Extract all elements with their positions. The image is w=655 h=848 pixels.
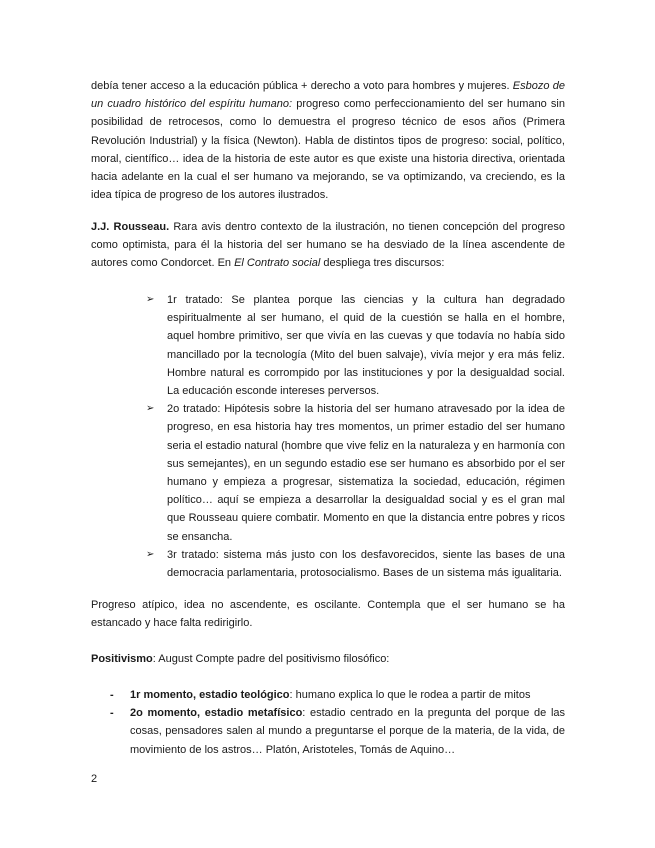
paragraph-atypical-progress: Progreso atípico, idea no ascendente, es oscilante. Contempla que el ser humano se ha estancado y hace falta redirigirlo. xyxy=(91,599,565,630)
arrow-bullet-icon: ➢ xyxy=(146,294,155,305)
list-item-text: 2o tratado: Hipótesis sobre la historia del ser humano atravesado por la idea de progreso, en esa historia hay tres momentos, un primer estadio del ser humano seria el estadio natural (hombre que vive feliz en la naturaleza y en harmonía con sus semejantes), en un segundo estadio ese ser humano es absorbido por el ser humano y empieza a progresar, sistematiza la sociedad, educación, régimen político… aquí se empieza a desarrollar la desigualdad social y es el gran mal que Rousseau quiere combatir. Momento en que la distancia entre pobres y ricos se ensancha. xyxy=(167,403,565,543)
paragraph-text: Rara avis dentro contexto de la ilustración, no tienen concepción del progreso como optimista, para él la historia del ser humano se ha desviado de la línea ascendente de autores como Condorcet. En xyxy=(91,221,565,270)
arrow-bullet-icon: ➢ xyxy=(146,403,155,415)
paragraph-positivismo xyxy=(91,650,565,668)
paragraph-text: despliega tres discursos: xyxy=(320,257,445,270)
page-number: 2 xyxy=(91,773,98,785)
list-item xyxy=(112,704,565,759)
book-title: Esbozo de un cuadro histórico del espíritu humano: xyxy=(91,80,565,111)
stage-title: 1r momento, estadio teológico xyxy=(130,689,290,701)
positivismo-stages-list xyxy=(112,686,565,759)
stage-title: 2o momento, estadio metafísico xyxy=(130,707,303,720)
dash-bullet-icon: - xyxy=(110,707,114,720)
book-title: El Contrato social xyxy=(234,257,321,270)
paragraph-rousseau xyxy=(91,218,565,273)
list-item-text: : humano explica lo que le rodea a partir de mitos xyxy=(289,689,531,701)
list-item xyxy=(146,291,565,400)
list-item-text: 3r tratado: sistema más justo con los desfavorecidos, siente las bases de una democracia parlamentaria, protosocialismo. Bases de un sistema más igualitaria. xyxy=(167,548,565,580)
list-item xyxy=(146,546,565,582)
dash-bullet-icon: - xyxy=(110,689,114,701)
section-heading-rousseau: J.J. Rousseau. xyxy=(91,221,170,233)
paragraph-text: : August Compte padre del positivismo filosófico: xyxy=(152,653,390,665)
paragraph-condorcet xyxy=(91,77,565,204)
list-item xyxy=(112,686,565,704)
list-item xyxy=(146,400,565,546)
arrow-bullet-icon: ➢ xyxy=(146,548,155,560)
paragraph-text: progreso como perfeccionamiento del ser humano sin posibilidad de retrocesos, como lo demuestra el progreso técnico de esos años (Primera Revolución Industrial) y la física (Newton). Habla de distintos tipos de progreso: social, político, moral, científico… idea de la historia de este autor es que existe una historia directiva, orientada hacia adelante en la cual el ser humano va mejorando, se va optimizando, va creciendo, es la idea típica de progreso de los autores ilustrados. xyxy=(91,98,565,202)
list-item-text: 1r tratado: Se plantea porque las ciencias y la cultura han degradado espiritualmente al ser humano, el quid de la cuestión se halla en el hombre, aquel hombre primitivo, ser que vivía en las cuevas y que todavía no había sido mancillado por la tecnología (Mito del buen salvaje), vivía mejor y era más feliz. Hombre natural es corrompido por las instituciones y por la desigualdad social. La educación esconde intereses perversos. xyxy=(167,294,565,398)
list-item-text: : estadio centrado en la pregunta del porque de las cosas, pensadores salen al mundo a preguntarse el porque de la materia, de la vida, de movimiento de los astros… Platón, Aristoteles, Tomás de Aquino… xyxy=(130,707,566,756)
paragraph-text: debía tener acceso a la educación pública + derecho a voto para hombres y mujeres. xyxy=(91,80,513,92)
rousseau-treatises-list xyxy=(146,291,565,582)
section-heading-positivismo: Positivismo xyxy=(91,653,153,665)
